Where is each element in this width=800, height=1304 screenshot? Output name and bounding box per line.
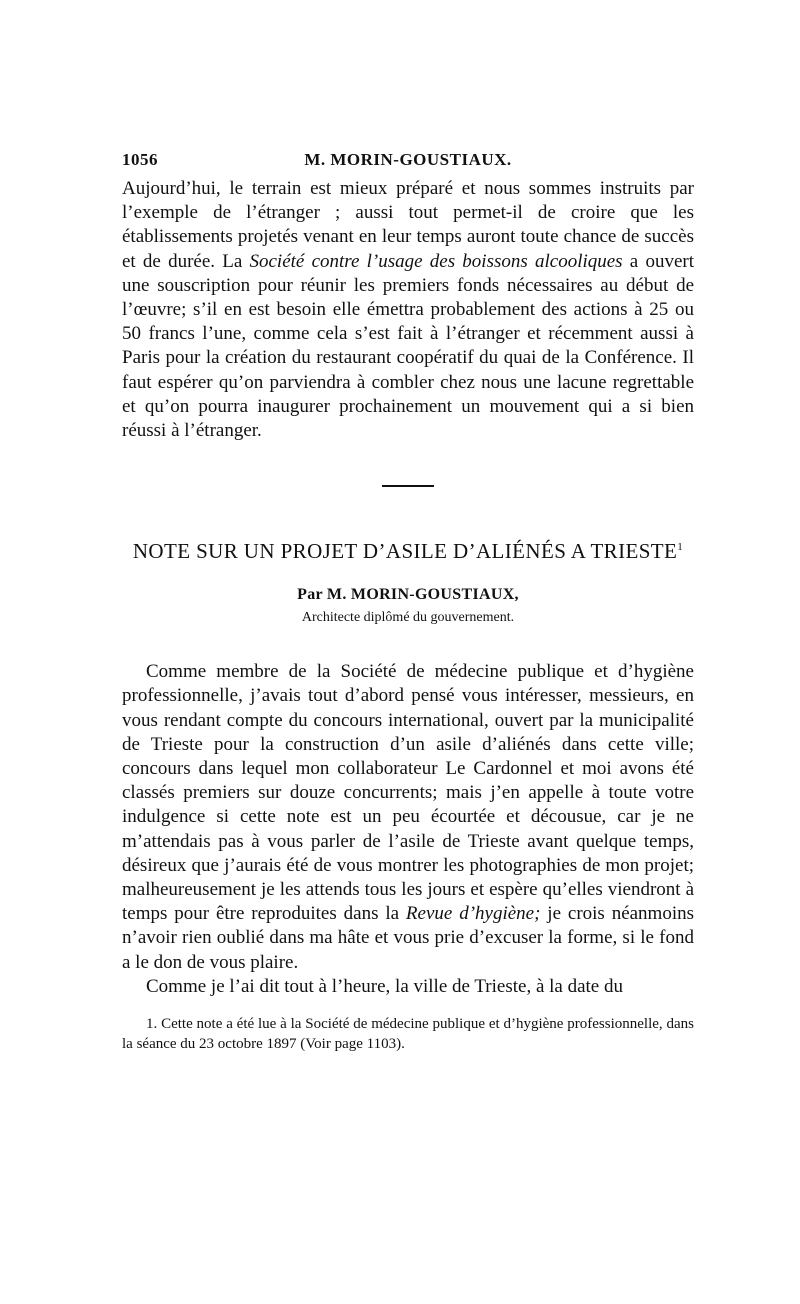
footnote-mark: 1 bbox=[677, 541, 684, 554]
article-title bbox=[122, 539, 694, 564]
paragraph-text: Comme membre de la Société de médecine publique et d’hygiène professionnelle, j’avais tout d’abord pensé vous intéresser, messieurs, en vous rendant compte du concours international, ouvert par la municipalité de Trieste pour la construction d’un asile d’aliénés dans cette ville; concours dans lequel mon collaborateur Le Cardonnel et moi avons été classés premiers sur douze concurrents; mais j’en appelle à toute votre indulgence si cette note est un peu écourtée et décousue, car je ne m’attendais pas à vous parler de l’asile de Trieste avant quelque temps, désireux que j’aurais été de vous montrer les photographies de mon projet; malheureusement je les attends tous les jours et espère qu’elles viendront à temps pour être reproduites dans la bbox=[122, 661, 694, 925]
italic-journal-name: Revue d’hygiène; bbox=[405, 903, 541, 925]
book-page bbox=[122, 150, 694, 1069]
paragraph-text: a ouvert une souscription pour réunir les premiers fonds nécessaires au début de l’œuvre; s’il en est besoin elle émettra probablement des actions à 25 ou 50 francs l’une, comme cela s’est fait à l’étranger et récemment aussi à Paris pour la création du restaurant coopératif du quai de la Conférence. Il faut espérer qu’on parviendra à combler chez nous une lacune regrettable et qu’on pourra inaugurer prochainement un mouvement qui a si bien réussi à l’étranger. bbox=[122, 250, 694, 442]
page-number: 1056 bbox=[122, 150, 158, 169]
footnote: 1. Cette note a été lue à la Société de médecine publique et d’hygiène professionnelle, dans la séance du 23 octobre 1897 (Voir page 1103). bbox=[122, 1016, 694, 1052]
paragraph-text: je crois néanmoins n’avoir rien oublié dans ma hâte et vous prie d’excuser la forme, si le fond a le don de vous plaire. bbox=[122, 903, 695, 973]
running-title: M. MORIN-GOUSTIAUX. bbox=[304, 150, 512, 169]
article-paragraph bbox=[122, 660, 694, 975]
running-header bbox=[122, 150, 694, 174]
section-divider bbox=[382, 485, 434, 487]
author-role: Architecte diplômé du gouvernement. bbox=[301, 610, 515, 626]
italic-society-name: Société contre l’usage des boissons alcooliques bbox=[249, 250, 623, 272]
author-byline: Par M. MORIN-GOUSTIAUX, bbox=[297, 586, 519, 604]
previous-article-paragraph bbox=[122, 177, 694, 443]
article-title-text: NOTE SUR UN PROJET D’ASILE D’ALIÉNÉS A TRIESTE bbox=[132, 539, 678, 564]
paragraph-text: Aujourd’hui, le terrain est mieux préparé et nous sommes instruits par l’exemple de l’étranger ; aussi tout permet-il de croire que les établissements projetés venant en leur temps auront toute chance de succès et de durée. La bbox=[122, 178, 694, 272]
article-paragraph: Comme je l’ai dit tout à l’heure, la ville de Trieste, à la date du bbox=[146, 975, 623, 997]
